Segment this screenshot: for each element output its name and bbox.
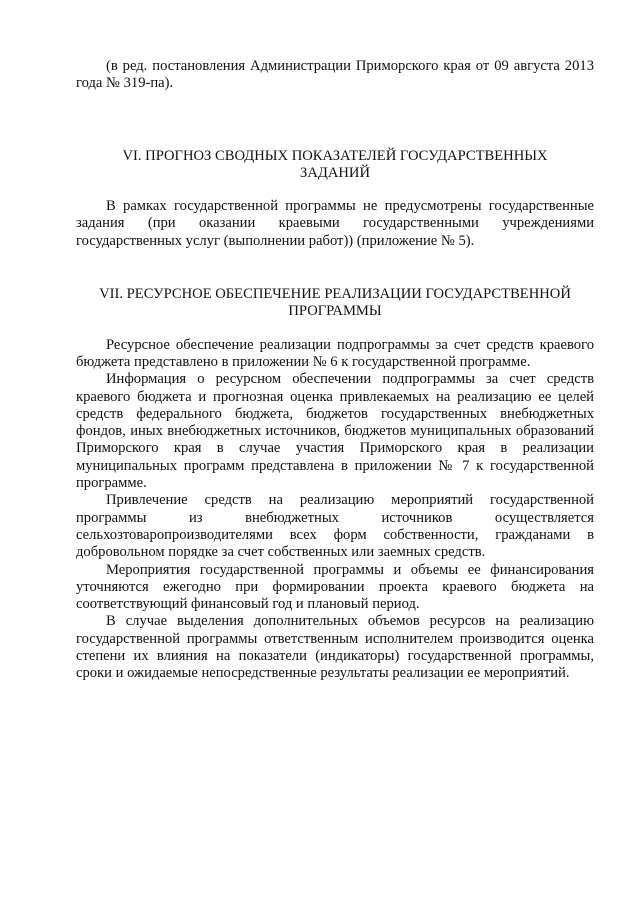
section-7-paragraph: Мероприятия государственной программы и объемы ее финансирования уточняются ежегодно при формировании проекта краевого бюджета на соответствующий финансовый год и плановый период. <box>76 561 594 613</box>
section-6-paragraph: В рамках государственной программы не предусмотрены государственные задания (при оказании краевыми государственными учреждениями государственных услуг (выполнении работ)) (приложение № 5). <box>76 198 594 249</box>
section-6-heading: VI. ПРОГНОЗ СВОДНЫХ ПОКАЗАТЕЛЕЙ ГОСУДАРСТВЕННЫХ ЗАДАНИЙ <box>122 147 548 181</box>
section-7-paragraph: В случае выделения дополнительных объемов ресурсов на реализацию государственной программы ответственным исполнителем производится оценка степени их влияния на показатели (индикаторы) государственной программы, сроки и ожидаемые непосредственные результаты реализации ее мероприятий. <box>76 613 594 682</box>
document-page <box>76 58 594 683</box>
section-7-paragraph: Информация о ресурсном обеспечении подпрограммы за счет средств краевого бюджета и прогнозная оценка привлекаемых на реализацию ее целей средств федерального бюджета, бюджетов государственных внебюджетных фондов, иных внебюджетных источников, бюджетов муниципальных образований Приморского края в случае участия Приморского края в реализации муниципальных программ представлена в приложении № 7 к государственной программе. <box>76 371 594 492</box>
amendment-note: (в ред. постановления Администрации Приморского края от 09 августа 2013 года № 319-па). <box>76 58 594 92</box>
section-7-paragraph: Привлечение средств на реализацию мероприятий государственной программы из внебюджетных источников осуществляется сельхозтоваропроизводителями всех форм собственности, гражданами в добровольном порядке за счет собственных или заемных средств. <box>76 492 594 561</box>
section-7-paragraph: Ресурсное обеспечение реализации подпрограммы за счет средств краевого бюджета представлено в приложении № 6 к государственной программе. <box>76 336 594 370</box>
section-7-heading: VII. РЕСУРСНОЕ ОБЕСПЕЧЕНИЕ РЕАЛИЗАЦИИ ГОСУДАРСТВЕННОЙ ПРОГРАММЫ <box>99 286 571 320</box>
